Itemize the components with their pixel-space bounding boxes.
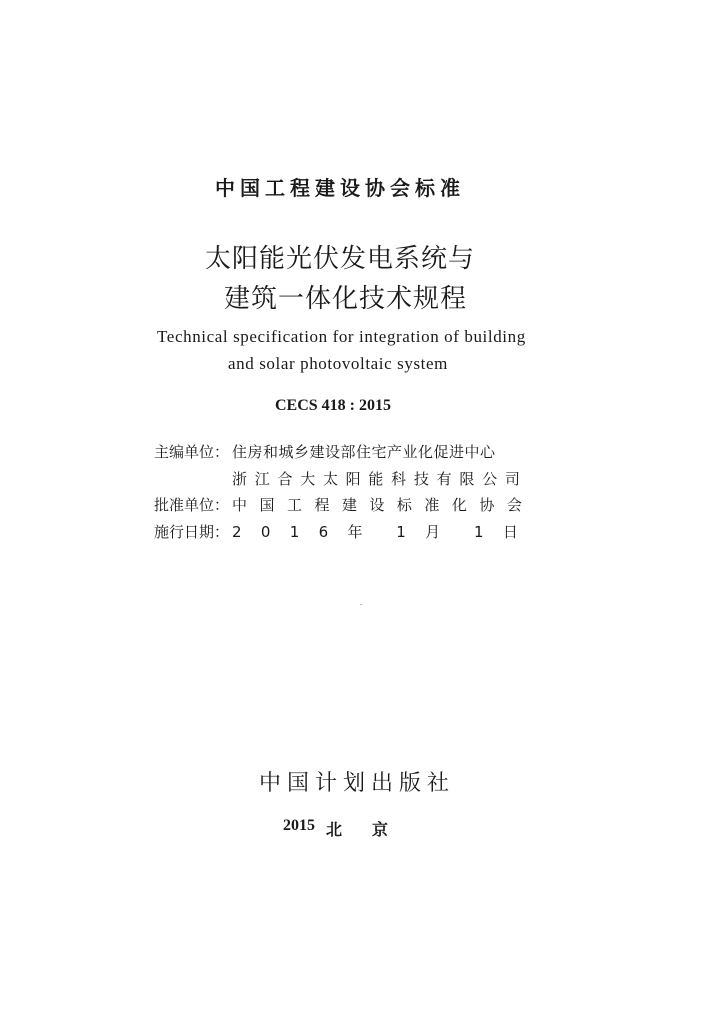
- title-cn-line-2: 建筑一体化技术规程: [224, 284, 468, 314]
- chief-editor-row: [154, 441, 496, 462]
- chief-editor-row-2: [154, 468, 520, 489]
- approval-row: [154, 494, 522, 515]
- scan-speck: [360, 604, 362, 605]
- approval-label: 批准单位：: [154, 496, 230, 514]
- approval-value: 中 国 工 程 建 设 标 准 化 协 会: [232, 496, 522, 514]
- effective-date-label: 施行日期：: [154, 523, 230, 541]
- title-cn-line-1: 太阳能光伏发电系统与: [205, 244, 476, 274]
- publisher-name: 中国计划出版社: [259, 771, 456, 796]
- title-en-line-1: Technical specification for integration of building: [157, 327, 526, 346]
- title-en-line-2: and solar photovoltaic system: [228, 354, 448, 373]
- publication-city: 北京: [326, 820, 419, 839]
- effective-date-value: 2 0 1 6 年 1 月 1 日: [232, 523, 518, 541]
- chief-editor-label: 主编单位：: [154, 443, 230, 461]
- effective-date-row: [154, 521, 518, 542]
- publication-year: 2015: [283, 817, 315, 834]
- standard-series: 中国工程建设协会标准: [215, 176, 465, 200]
- chief-editor-2: 浙 江 合 大 太 阳 能 科 技 有 限 公 司: [232, 470, 520, 488]
- chief-editor-1: 住房和城乡建设部住宅产业化促进中心: [232, 443, 496, 461]
- standard-code: CECS 418 : 2015: [275, 397, 392, 414]
